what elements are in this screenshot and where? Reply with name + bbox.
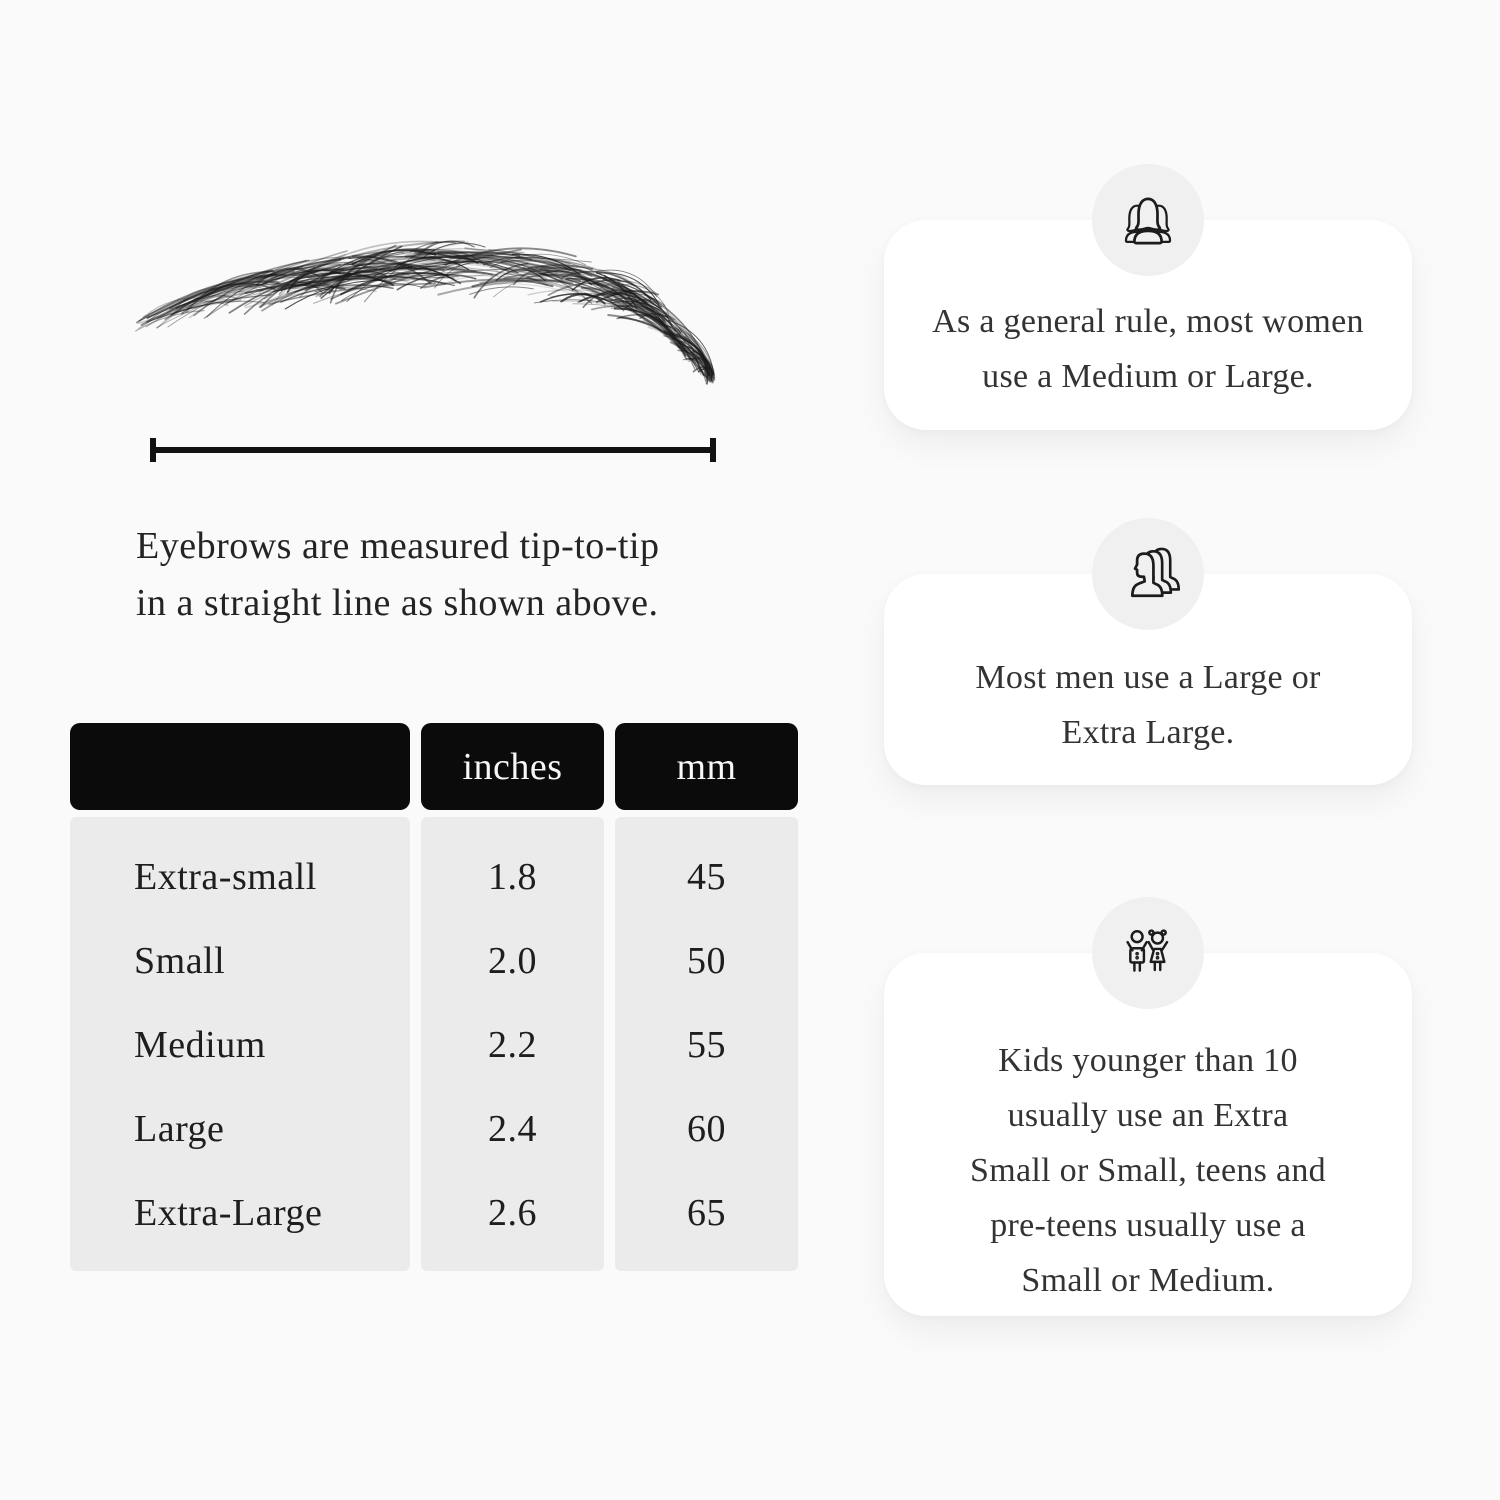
card-text-line: pre-teens usually use a — [990, 1207, 1306, 1244]
table-cell-mm: 65 — [687, 1192, 726, 1234]
women-group-icon — [1114, 186, 1182, 254]
icon-circle — [1092, 518, 1204, 630]
size-table-body — [70, 817, 798, 1271]
card-text-line: usually use an Extra — [1007, 1097, 1289, 1134]
kids-icon — [1114, 919, 1182, 987]
measurement-caption — [136, 518, 776, 632]
size-table — [70, 723, 798, 1271]
icon-circle — [1092, 897, 1204, 1009]
header-inches: inches — [421, 723, 604, 810]
card-text-line: use a Medium or Large. — [982, 358, 1314, 395]
size-column-inches — [421, 817, 604, 1271]
measurement-bar — [150, 447, 716, 453]
table-cell-mm: 50 — [687, 940, 726, 982]
measurement-endcap-right — [710, 438, 716, 462]
table-cell-inches: 2.4 — [488, 1108, 537, 1150]
men-group-icon — [1114, 540, 1182, 608]
measurement-line — [150, 438, 716, 462]
table-cell-mm: 60 — [687, 1108, 726, 1150]
card-text-line: Small or Small, teens and — [970, 1152, 1326, 1189]
table-row-label: Medium — [134, 1024, 266, 1066]
table-cell-inches: 2.6 — [488, 1192, 537, 1234]
eyebrow-illustration — [110, 232, 730, 412]
card-text-line: Extra Large. — [1061, 714, 1235, 751]
table-cell-inches: 1.8 — [488, 856, 537, 898]
size-column-mm — [615, 817, 798, 1271]
table-cell-inches: 2.2 — [488, 1024, 537, 1066]
icon-circle — [1092, 164, 1204, 276]
table-cell-inches: 2.0 — [488, 940, 537, 982]
size-table-header — [70, 723, 798, 810]
card-text-men — [884, 650, 1412, 760]
card-text-line: Most men use a Large or — [975, 659, 1321, 696]
table-row-label: Large — [134, 1108, 225, 1150]
table-row-label: Extra-small — [134, 856, 317, 898]
card-text-line: Small or Medium. — [1021, 1262, 1275, 1299]
info-card-kids — [884, 953, 1412, 1316]
table-row-label: Extra-Large — [134, 1192, 323, 1234]
table-cell-mm: 55 — [687, 1024, 726, 1066]
caption-line-2: in a straight line as shown above. — [136, 582, 659, 624]
info-card-women — [884, 220, 1412, 430]
header-size-blank — [70, 723, 410, 810]
header-mm: mm — [615, 723, 798, 810]
table-row-label: Small — [134, 940, 226, 982]
table-cell-mm: 45 — [687, 856, 726, 898]
card-text-women — [884, 294, 1412, 404]
caption-line-1: Eyebrows are measured tip-to-tip — [136, 525, 660, 567]
card-text-line: Kids younger than 10 — [998, 1042, 1298, 1079]
size-column-labels — [70, 817, 410, 1271]
card-text-kids — [884, 1033, 1412, 1308]
info-card-men — [884, 574, 1412, 785]
card-text-line: As a general rule, most women — [932, 303, 1364, 340]
